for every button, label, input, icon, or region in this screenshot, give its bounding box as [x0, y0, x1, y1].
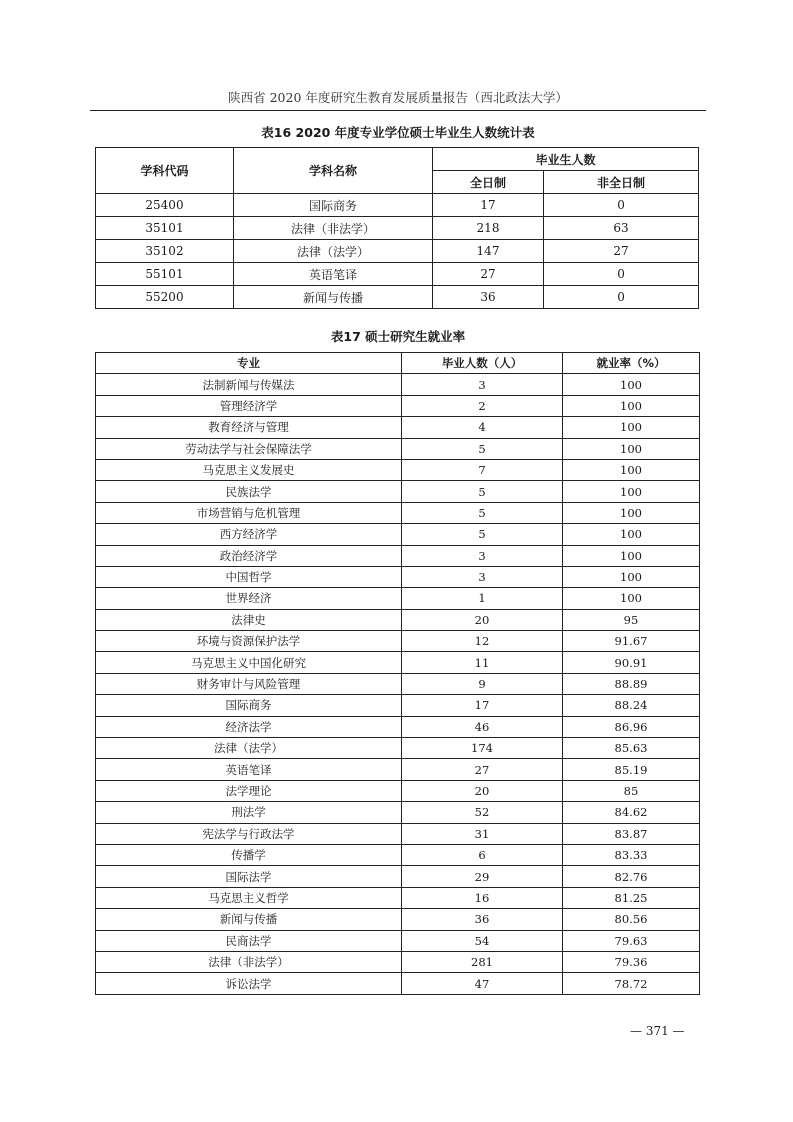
- cell-rate: 82.76: [563, 866, 700, 887]
- cell-parttime: 0: [544, 263, 699, 286]
- cell-major: 法学理论: [96, 780, 402, 801]
- cell-major: 英语笔译: [96, 759, 402, 780]
- header-count: 毕业人数（人）: [402, 353, 563, 374]
- cell-count: 36: [402, 909, 563, 930]
- cell-count: 20: [402, 780, 563, 801]
- cell-count: 12: [402, 631, 563, 652]
- cell-major: 马克思主义中国化研究: [96, 652, 402, 673]
- table-row: [96, 780, 700, 801]
- table-row: [96, 930, 700, 951]
- table-row: [96, 481, 700, 502]
- cell-count: 47: [402, 973, 563, 994]
- running-header: 陕西省 2020 年度研究生教育发展质量报告（西北政法大学）: [228, 90, 568, 105]
- cell-count: 7: [402, 459, 563, 480]
- cell-rate: 78.72: [563, 973, 700, 994]
- table-row: [96, 545, 700, 566]
- cell-major: 传播学: [96, 844, 402, 865]
- cell-major: 民族法学: [96, 481, 402, 502]
- cell-parttime: 0: [544, 286, 699, 309]
- cell-fulltime: 218: [433, 217, 544, 240]
- table-row: [96, 286, 699, 309]
- cell-rate: 100: [563, 545, 700, 566]
- cell-rate: 100: [563, 588, 700, 609]
- cell-count: 20: [402, 609, 563, 630]
- cell-rate: 85: [563, 780, 700, 801]
- table-row: [96, 887, 700, 908]
- cell-rate: 100: [563, 438, 700, 459]
- table-row: [96, 673, 700, 694]
- cell-major: 法制新闻与传媒法: [96, 374, 402, 395]
- cell-code: 55101: [96, 263, 234, 286]
- table-row: [96, 844, 700, 865]
- cell-parttime: 0: [544, 194, 699, 217]
- cell-major: 中国哲学: [96, 566, 402, 587]
- cell-fulltime: 147: [433, 240, 544, 263]
- cell-count: 1: [402, 588, 563, 609]
- cell-major: 环境与资源保护法学: [96, 631, 402, 652]
- header-rule: [90, 110, 706, 111]
- cell-rate: 91.67: [563, 631, 700, 652]
- table-row: [96, 738, 700, 759]
- header-fulltime: 全日制: [433, 171, 544, 194]
- cell-major: 新闻与传播: [96, 909, 402, 930]
- header-graduates: 毕业生人数: [433, 148, 699, 171]
- cell-major: 市场营销与危机管理: [96, 502, 402, 523]
- cell-rate: 79.36: [563, 951, 700, 972]
- header-rate: 就业率（%）: [563, 353, 700, 374]
- cell-name: 英语笔译: [234, 263, 433, 286]
- cell-rate: 81.25: [563, 887, 700, 908]
- table17: [95, 352, 700, 995]
- cell-count: 16: [402, 887, 563, 908]
- cell-major: 马克思主义哲学: [96, 887, 402, 908]
- table-row: [96, 631, 700, 652]
- cell-major: 诉讼法学: [96, 973, 402, 994]
- cell-fulltime: 36: [433, 286, 544, 309]
- table-row: [96, 695, 700, 716]
- table-row: [96, 802, 700, 823]
- cell-count: 17: [402, 695, 563, 716]
- cell-rate: 100: [563, 566, 700, 587]
- cell-count: 5: [402, 524, 563, 545]
- cell-rate: 83.33: [563, 844, 700, 865]
- header-parttime: 非全日制: [544, 171, 699, 194]
- cell-count: 54: [402, 930, 563, 951]
- cell-rate: 83.87: [563, 823, 700, 844]
- table-row: [96, 217, 699, 240]
- cell-count: 5: [402, 438, 563, 459]
- cell-count: 2: [402, 395, 563, 416]
- cell-major: 政治经济学: [96, 545, 402, 566]
- cell-count: 52: [402, 802, 563, 823]
- cell-count: 6: [402, 844, 563, 865]
- table16: [95, 147, 699, 309]
- cell-major: 劳动法学与社会保障法学: [96, 438, 402, 459]
- header-name: 学科名称: [234, 148, 433, 194]
- table-row: [96, 652, 700, 673]
- cell-major: 民商法学: [96, 930, 402, 951]
- header-code: 学科代码: [96, 148, 234, 194]
- cell-count: 3: [402, 545, 563, 566]
- table-row: [96, 588, 700, 609]
- cell-major: 法律史: [96, 609, 402, 630]
- cell-major: 财务审计与风险管理: [96, 673, 402, 694]
- cell-rate: 85.19: [563, 759, 700, 780]
- cell-rate: 84.62: [563, 802, 700, 823]
- cell-count: 46: [402, 716, 563, 737]
- cell-count: 9: [402, 673, 563, 694]
- cell-count: 29: [402, 866, 563, 887]
- cell-count: 3: [402, 566, 563, 587]
- cell-rate: 100: [563, 374, 700, 395]
- cell-count: 3: [402, 374, 563, 395]
- cell-major: 宪法学与行政法学: [96, 823, 402, 844]
- table-row: [96, 502, 700, 523]
- cell-count: 11: [402, 652, 563, 673]
- cell-major: 教育经济与管理: [96, 417, 402, 438]
- header-major: 专业: [96, 353, 402, 374]
- table-row: [96, 438, 700, 459]
- cell-rate: 100: [563, 395, 700, 416]
- cell-name: 法律（非法学）: [234, 217, 433, 240]
- table-row: [96, 395, 700, 416]
- cell-code: 55200: [96, 286, 234, 309]
- cell-major: 世界经济: [96, 588, 402, 609]
- cell-major: 刑法学: [96, 802, 402, 823]
- table-row: [96, 909, 700, 930]
- cell-count: 5: [402, 502, 563, 523]
- table-row: [96, 417, 700, 438]
- cell-count: 27: [402, 759, 563, 780]
- table-row: [96, 973, 700, 994]
- table-row: [96, 866, 700, 887]
- cell-name: 国际商务: [234, 194, 433, 217]
- cell-rate: 88.24: [563, 695, 700, 716]
- cell-rate: 100: [563, 502, 700, 523]
- table-row: [96, 240, 699, 263]
- cell-major: 西方经济学: [96, 524, 402, 545]
- cell-code: 35102: [96, 240, 234, 263]
- table-row: [96, 194, 699, 217]
- cell-rate: 85.63: [563, 738, 700, 759]
- table-row: [96, 459, 700, 480]
- cell-rate: 100: [563, 417, 700, 438]
- cell-major: 马克思主义发展史: [96, 459, 402, 480]
- table-row: [96, 524, 700, 545]
- page-number: — 371 —: [630, 1024, 685, 1038]
- cell-major: 管理经济学: [96, 395, 402, 416]
- table-row: [96, 823, 700, 844]
- cell-rate: 80.56: [563, 909, 700, 930]
- cell-count: 281: [402, 951, 563, 972]
- table-row: [96, 374, 700, 395]
- cell-count: 4: [402, 417, 563, 438]
- cell-count: 174: [402, 738, 563, 759]
- cell-rate: 79.63: [563, 930, 700, 951]
- cell-rate: 88.89: [563, 673, 700, 694]
- cell-code: 35101: [96, 217, 234, 240]
- cell-fulltime: 17: [433, 194, 544, 217]
- cell-major: 经济法学: [96, 716, 402, 737]
- cell-rate: 100: [563, 459, 700, 480]
- cell-fulltime: 27: [433, 263, 544, 286]
- cell-rate: 100: [563, 481, 700, 502]
- table17-caption: 表17 硕士研究生就业率: [330, 329, 466, 344]
- cell-rate: 95: [563, 609, 700, 630]
- cell-rate: 100: [563, 524, 700, 545]
- table-row: [96, 263, 699, 286]
- cell-code: 25400: [96, 194, 234, 217]
- table-row: [96, 716, 700, 737]
- cell-name: 法律（法学）: [234, 240, 433, 263]
- cell-parttime: 27: [544, 240, 699, 263]
- cell-major: 国际商务: [96, 695, 402, 716]
- table-row: [96, 951, 700, 972]
- table-row: [96, 759, 700, 780]
- table-row: [96, 566, 700, 587]
- cell-major: 法律（非法学）: [96, 951, 402, 972]
- cell-rate: 90.91: [563, 652, 700, 673]
- cell-count: 31: [402, 823, 563, 844]
- cell-major: 国际法学: [96, 866, 402, 887]
- cell-name: 新闻与传播: [234, 286, 433, 309]
- cell-parttime: 63: [544, 217, 699, 240]
- table16-caption: 表16 2020 年度专业学位硕士毕业生人数统计表: [261, 125, 535, 140]
- table-row: [96, 609, 700, 630]
- cell-rate: 86.96: [563, 716, 700, 737]
- cell-count: 5: [402, 481, 563, 502]
- cell-major: 法律（法学）: [96, 738, 402, 759]
